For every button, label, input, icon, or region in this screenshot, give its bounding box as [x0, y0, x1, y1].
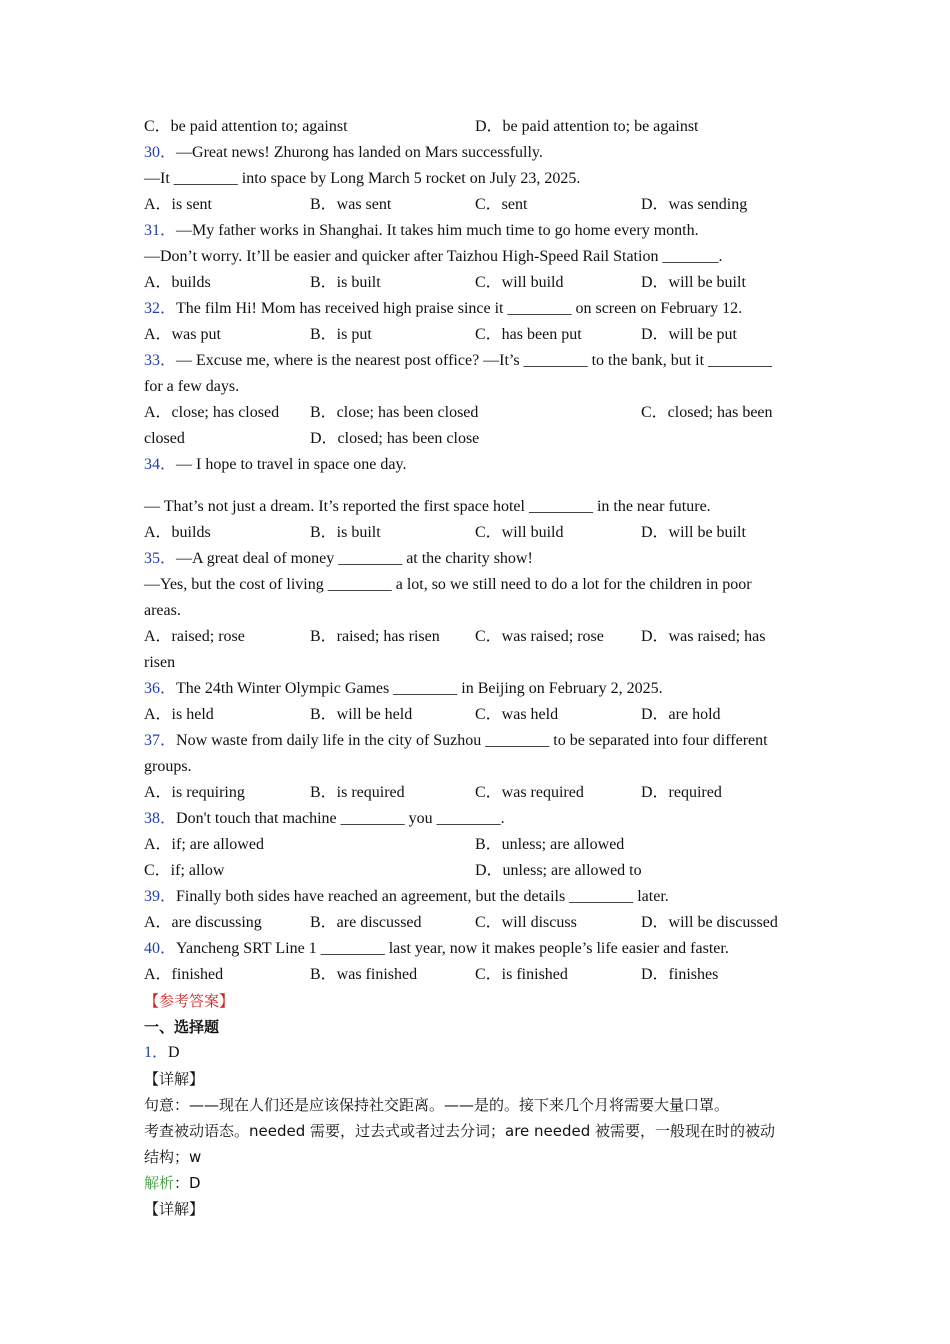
q33-options-row-1: [144, 400, 814, 426]
q32-option-b: B．is put: [310, 326, 372, 343]
q39-option-c: C．will discuss: [475, 914, 577, 931]
q30-option-c: C．sent: [475, 196, 528, 213]
q40-option-c: C．is finished: [475, 966, 568, 983]
q37-option-b: B．is required: [310, 784, 405, 801]
q36-option-a: A．is held: [144, 706, 214, 723]
q33-option-d: D．closed; has been close: [310, 430, 480, 447]
answer-1-line: [144, 1040, 814, 1066]
q38-option-d: D．unless; are allowed to: [475, 862, 642, 879]
q32-options-row: [144, 322, 814, 348]
q35-option-c: C．was raised; rose: [475, 628, 604, 645]
q38-options-row-2: [144, 858, 814, 884]
q35-stem-line: [144, 546, 814, 572]
q33-stem-line: [144, 348, 814, 374]
q40-option-b: B．was finished: [310, 966, 418, 983]
q38-option-c: C．if; allow: [144, 862, 225, 879]
q36-options-row: [144, 702, 814, 728]
q30-option-d: D．was sending: [641, 196, 748, 213]
q33-options-row-2: [144, 426, 814, 452]
q37-options-row: [144, 780, 814, 806]
q35-stem-2: —Yes, but the cost of living ________ a lot, so we still need to do a lot for the children in poor: [144, 576, 752, 593]
q29-option-c: C．be paid attention to; against: [144, 118, 348, 135]
q39-stem-1: Finally both sides have reached an agreement, but the details ________ later.: [176, 888, 669, 905]
q30-stem-2: —It ________ into space by Long March 5 rocket on July 23, 2025.: [144, 170, 581, 187]
q38-number: 38．: [144, 810, 177, 827]
q39-option-b: B．are discussed: [310, 914, 422, 931]
q34-option-d: D．will be built: [641, 524, 746, 541]
q34-stem-line: [144, 452, 814, 478]
q37-stem-1: Now waste from daily life in the city of Suzhou ________ to be separated into four different: [176, 732, 768, 749]
q31-option-d: D．will be built: [641, 274, 746, 291]
q33-number: 33．: [144, 352, 177, 369]
q30-stem-line: [144, 140, 814, 166]
q37-option-c: C．was required: [475, 784, 584, 801]
q30-stem-1: —Great news! Zhurong has landed on Mars successfully.: [176, 144, 543, 161]
q38-option-a: A．if; are allowed: [144, 836, 264, 853]
q31-option-c: C．will build: [475, 274, 564, 291]
q36-stem-1: The 24th Winter Olympic Games ________ in Beijing on February 2, 2025.: [176, 680, 663, 697]
jiexi-label: 解析: [144, 1174, 175, 1192]
q35-option-a: A．raised; rose: [144, 628, 245, 645]
q32-option-c: C．has been put: [475, 326, 582, 343]
jiexi-answer: ：D: [174, 1174, 201, 1192]
q36-option-c: C．was held: [475, 706, 559, 723]
q40-option-d: D．finishes: [641, 966, 719, 983]
q39-option-a: A．are discussing: [144, 914, 262, 931]
answers-title: 【参考答案】: [144, 992, 235, 1010]
q34-number: 34．: [144, 456, 177, 473]
q31-options-row: [144, 270, 814, 296]
q30-option-b: B．was sent: [310, 196, 392, 213]
q39-number: 39．: [144, 888, 177, 905]
q36-option-d: D．are hold: [641, 706, 721, 723]
answer-1-number: 1．: [144, 1044, 169, 1061]
q39-options-row: [144, 910, 814, 936]
explanation-line-1: 句意：——现在人们还是应该保持社交距离。——是的。接下来几个月将需要大量口罩。: [144, 1096, 730, 1114]
q35-option-d-continued: risen: [144, 654, 176, 671]
q31-stem-1: —My father works in Shanghai. It takes him much time to go home every month.: [176, 222, 699, 239]
q35-options-row: [144, 624, 814, 650]
exam-page: [144, 114, 814, 1222]
q32-stem-1: The film Hi! Mom has received high praise since it ________ on screen on February 12.: [176, 300, 743, 317]
jiexi-line: [144, 1170, 814, 1196]
q31-stem-2: —Don’t worry. It’ll be easier and quicker after Taizhou High-Speed Rail Station _______.: [144, 248, 723, 265]
q30-option-a: A．is sent: [144, 196, 213, 213]
q37-stem-line: [144, 728, 814, 754]
q38-options-row-1: [144, 832, 814, 858]
q38-stem-line: [144, 806, 814, 832]
q34-option-a: A．builds: [144, 524, 211, 541]
q33-stem-2: for a few days.: [144, 378, 240, 395]
q33-stem-1: — Excuse me, where is the nearest post office? —It’s ________ to the bank, but it ________: [176, 352, 773, 369]
q32-option-d: D．will be put: [641, 326, 737, 343]
q36-option-b: B．will be held: [310, 706, 413, 723]
q40-option-a: A．finished: [144, 966, 224, 983]
q37-option-a: A．is requiring: [144, 784, 245, 801]
q34-stem-1: — I hope to travel in space one day.: [176, 456, 407, 473]
explanation-line-3: 结构；w: [144, 1148, 202, 1166]
q38-stem-1: Don't touch that machine ________ you ________.: [176, 810, 505, 827]
detail-heading-2: 【详解】: [144, 1200, 205, 1218]
q34-option-c: C．will build: [475, 524, 564, 541]
q34-stem-2: — That’s not just a dream. It’s reported the first space hotel ________ in the near future.: [144, 498, 711, 515]
q35-number: 35．: [144, 550, 177, 567]
q36-stem-line: [144, 676, 814, 702]
q33-option-c-continued: closed: [144, 430, 185, 447]
q30-options-row: [144, 192, 814, 218]
q36-number: 36．: [144, 680, 177, 697]
q35-stem-3: areas.: [144, 602, 181, 619]
q31-number: 31．: [144, 222, 177, 239]
q31-option-a: A．builds: [144, 274, 211, 291]
spacer: [144, 478, 814, 494]
q30-number: 30．: [144, 144, 177, 161]
q29-option-d: D．be paid attention to; be against: [475, 118, 699, 135]
section-title: 一、选择题: [144, 1018, 220, 1036]
explanation-line-2: 考查被动语态。needed 需要，过去式或者过去分词；are needed 被需要，一般现在时的被动: [144, 1122, 776, 1140]
q35-option-d: D．was raised; has: [641, 628, 766, 645]
q33-option-b: B．close; has been closed: [310, 404, 479, 421]
q31-stem-line: [144, 218, 814, 244]
q35-option-b: B．raised; has risen: [310, 628, 440, 645]
q33-option-a: A．close; has closed: [144, 404, 280, 421]
q34-options-row: [144, 520, 814, 546]
q40-number: 40．: [144, 940, 177, 957]
q38-option-b: B．unless; are allowed: [475, 836, 625, 853]
q40-options-row: [144, 962, 814, 988]
q37-number: 37．: [144, 732, 177, 749]
q40-stem-1: Yancheng SRT Line 1 ________ last year, now it makes people’s life easier and faster.: [176, 940, 729, 957]
q29-options-row: [144, 114, 814, 140]
q37-option-d: D．required: [641, 784, 722, 801]
q39-stem-line: [144, 884, 814, 910]
q33-option-c: C．closed; has been: [641, 404, 773, 421]
q40-stem-line: [144, 936, 814, 962]
q39-option-d: D．will be discussed: [641, 914, 778, 931]
q35-stem-1: —A great deal of money ________ at the charity show!: [176, 550, 533, 567]
detail-heading: 【详解】: [144, 1070, 205, 1088]
q37-stem-2: groups.: [144, 758, 192, 775]
q32-stem-line: [144, 296, 814, 322]
q34-option-b: B．is built: [310, 524, 381, 541]
q32-option-a: A．was put: [144, 326, 221, 343]
answer-1-value: D: [168, 1044, 180, 1061]
q31-option-b: B．is built: [310, 274, 381, 291]
q32-number: 32．: [144, 300, 177, 317]
